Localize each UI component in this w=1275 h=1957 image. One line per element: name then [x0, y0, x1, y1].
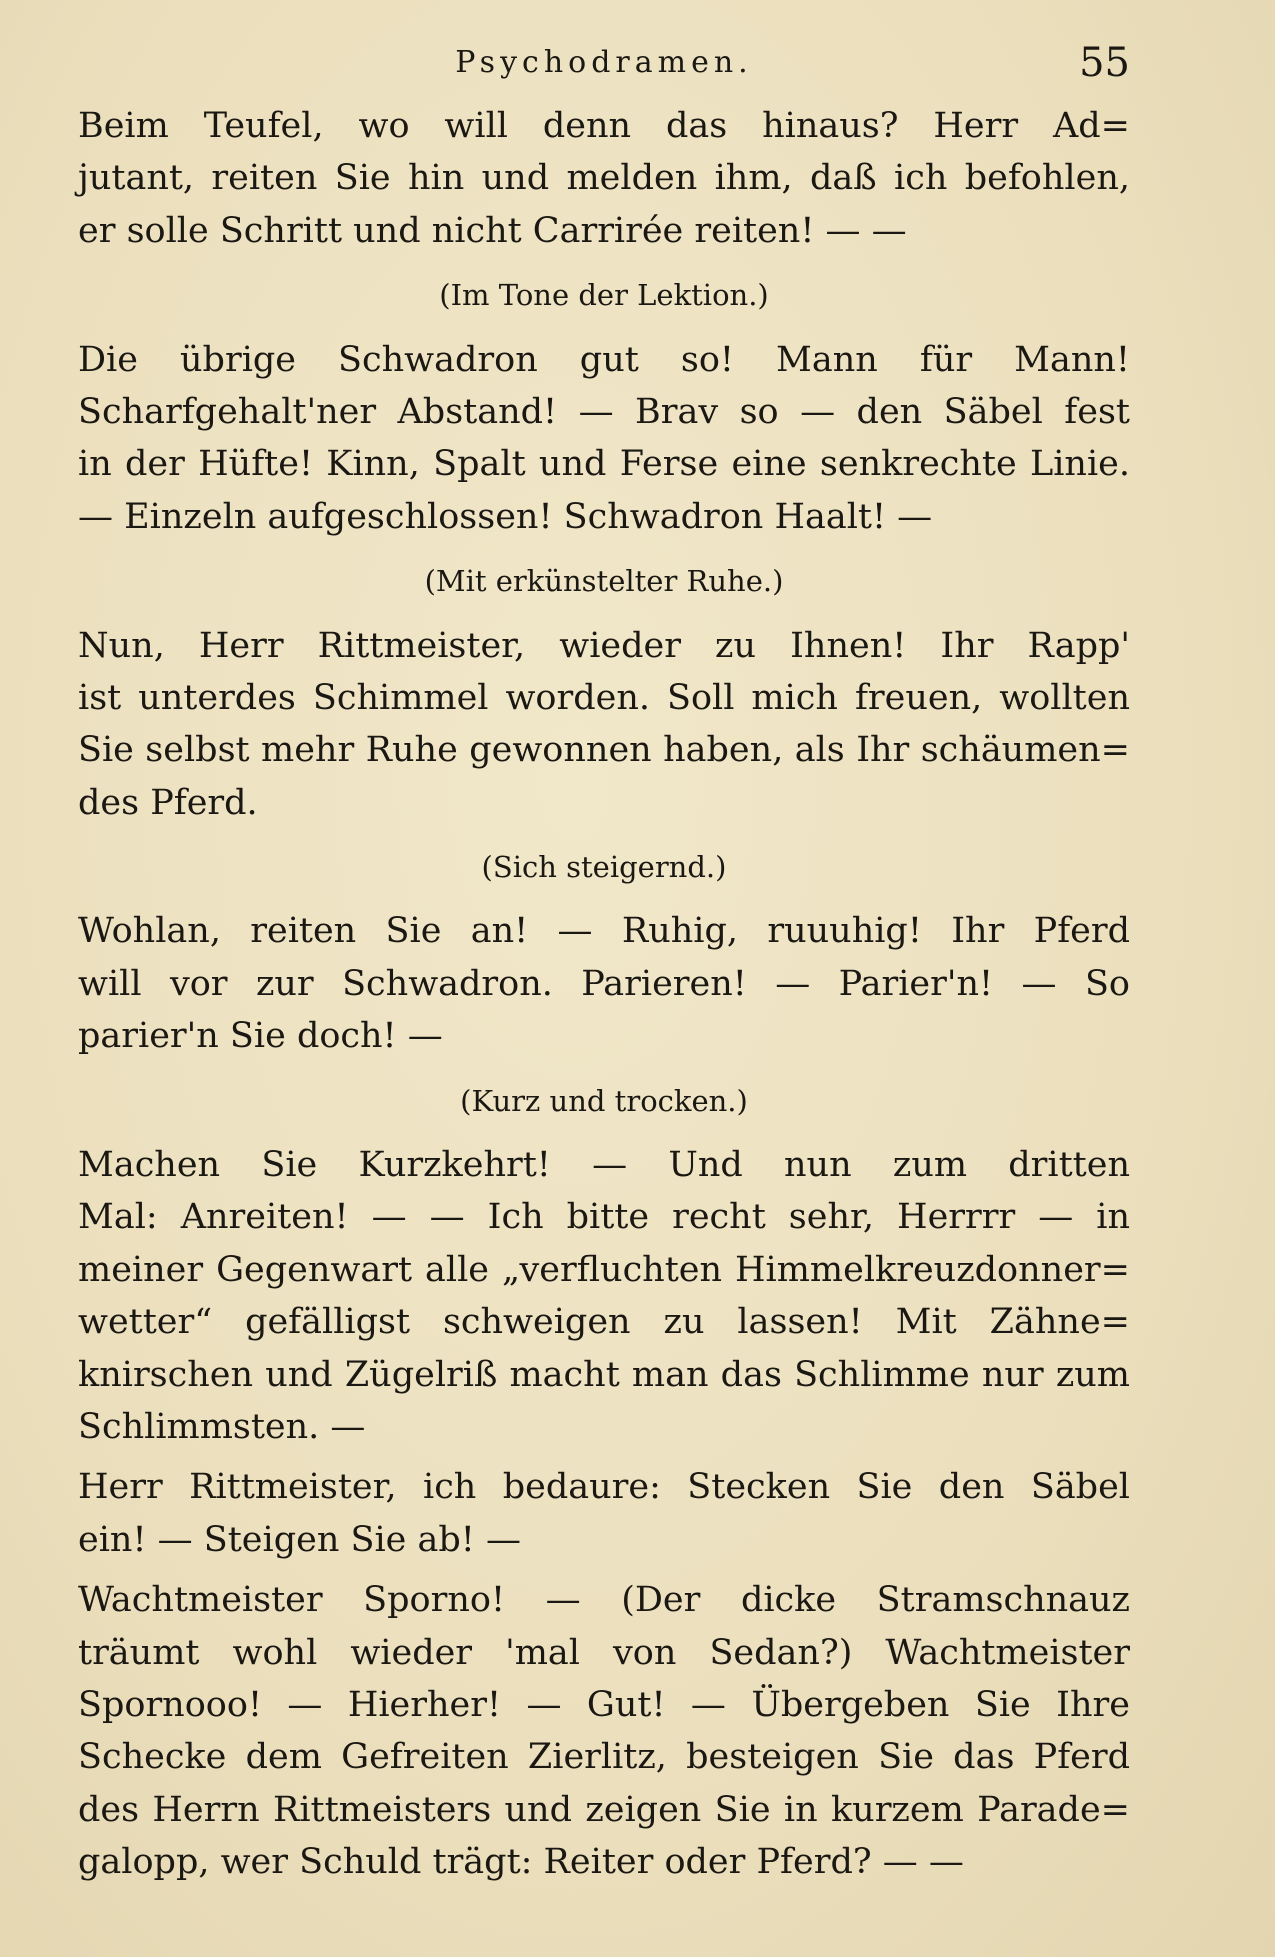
- text-line: Wachtmeister Sporno! — (Der dicke Stramschnauz: [78, 1580, 1130, 1621]
- paragraph-gap: [78, 1566, 1130, 1574]
- text-line: Beim Teufel, wo will denn das hinaus? Herr Ad=: [78, 106, 1130, 146]
- text-line: träumt wohl wieder 'mal von Sedan?) Wachtmeister: [78, 1632, 1130, 1673]
- text-line: Scharfgehalt'ner Abstand! — Brav so — den Säbel fest: [78, 391, 1130, 432]
- text-line: Spornooo! — Hierher! — Gut! — Übergeben Sie Ihre: [78, 1684, 1130, 1725]
- stage-direction-4: (Kurz und trocken.): [460, 1083, 748, 1118]
- text-line: ist unterdes Schimmel worden. Soll mich freuen, wollten: [78, 677, 1130, 718]
- text-line: knirschen und Zügelriß macht man das Schlimme nur zum: [78, 1354, 1130, 1395]
- text-line: Wohlan, reiten Sie an! — Ruhig, ruuuhig! Ihr Pferd: [78, 911, 1130, 952]
- text-line: des Pferd.: [78, 782, 258, 823]
- stage-direction-1: (Im Tone der Lektion.): [439, 278, 769, 313]
- text-line: — Einzeln aufgeschlossen! Schwadron Haalt! —: [78, 496, 933, 537]
- text-line: Herr Rittmeister, ich bedaure: Stecken Sie den Säbel: [78, 1467, 1130, 1508]
- stage-direction-3: (Sich steigernd.): [481, 850, 727, 885]
- text-line: Mal: Anreiten! — — Ich bitte recht sehr, Herrrr — in: [78, 1197, 1130, 1238]
- running-head: Psychodramen.: [455, 45, 753, 80]
- text-line: ein! — Steigen Sie ab! —: [78, 1519, 521, 1560]
- paragraph-3: [78, 620, 1130, 830]
- text-line: Schlimmsten. —: [78, 1406, 366, 1447]
- text-line: parier'n Sie doch! —: [78, 1016, 443, 1057]
- paragraph-gap: [78, 1453, 1130, 1461]
- paragraph-1: [78, 100, 1130, 257]
- text-line: er solle Schritt und nicht Carrirée reiten! — —: [78, 210, 907, 251]
- text-line: meiner Gegenwart alle „verfluchten Himmelkreuzdonner=: [78, 1249, 1130, 1290]
- paragraph-5: [78, 1139, 1130, 1453]
- text-line: Schecke dem Gefreiten Zierlitz, besteigen Sie das Pferd: [78, 1737, 1130, 1778]
- paragraph-2: [78, 334, 1130, 544]
- text-line: Die übrige Schwadron gut so! Mann für Mann!: [78, 339, 1130, 380]
- text-line: Machen Sie Kurzkehrt! — Und nun zum dritten: [78, 1145, 1130, 1186]
- text-line: Sie selbst mehr Ruhe gewonnen haben, als Ihr schäumen=: [78, 730, 1130, 771]
- text-line: Nun, Herr Rittmeister, wieder zu Ihnen! Ihr Rapp': [78, 625, 1130, 666]
- text-line: will vor zur Schwadron. Parieren! — Parier'n! — So: [78, 963, 1130, 1004]
- text-line: in der Hüfte! Kinn, Spalt und Ferse eine senkrechte Linie.: [78, 444, 1130, 485]
- paragraph-6: [78, 1461, 1130, 1566]
- paragraph-7: [78, 1574, 1130, 1888]
- text-line: jutant, reiten Sie hin und melden ihm, daß ich befohlen,: [78, 158, 1130, 199]
- page-number: 55: [1079, 40, 1130, 86]
- page-body: [78, 100, 1130, 1889]
- text-line: des Herrn Rittmeisters und zeigen Sie in kurzem Parade=: [78, 1789, 1130, 1830]
- paragraph-4: [78, 905, 1130, 1062]
- stage-direction-2: (Mit erkünstelter Ruhe.): [424, 564, 784, 599]
- text-line: galopp, wer Schuld trägt: Reiter oder Pferd? — —: [78, 1842, 964, 1883]
- page-header: [78, 38, 1130, 88]
- text-line: wetter“ gefälligst schweigen zu lassen! Mit Zähne=: [78, 1302, 1130, 1343]
